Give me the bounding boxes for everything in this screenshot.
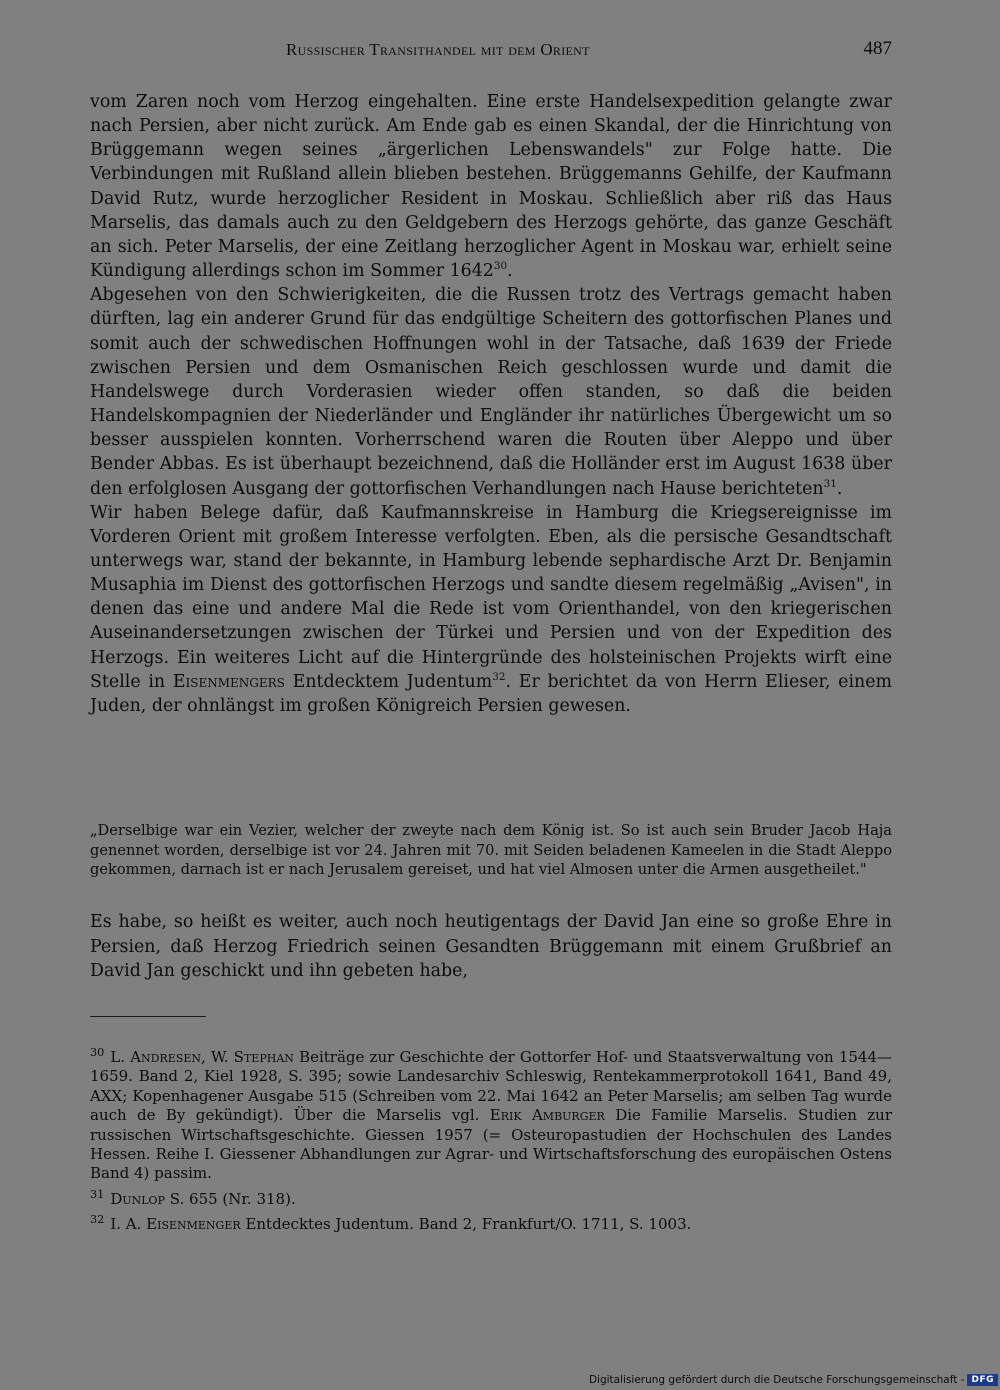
main-text-continued bbox=[90, 910, 892, 984]
paragraph-2-end: . bbox=[836, 478, 843, 499]
footnote-30 bbox=[90, 1048, 892, 1184]
funding-text: Digitalisierung gefördert durch die Deutsche Forschungsgemeinschaft - bbox=[588, 1374, 965, 1386]
footnotes bbox=[90, 1048, 892, 1241]
author-name-eisenmenger: Eisenmengers bbox=[172, 671, 285, 692]
block-quote bbox=[90, 821, 892, 880]
paragraph-1-text: vom Zaren noch vom Herzog eingehalten. Eine erste Handelsexpedition gelangte zwar nach Persien, aber nicht zurück. Am Ende gab es einen Skandal, der die Hinrichtung von Brüggemann wegen seines „ärgerlichen Lebenswandels" zur Folge hatte. Die Verbindungen mit Rußland allein blieben bestehen. Brüggemanns Gehilfe, der Kaufmann David Rutz, wurde herzoglicher Resident in Moskau. Schließlich aber riß das Haus Marselis, das damals auch zu den Geldgebern des Herzogs gehörte, das ganze Geschäft an sich. Peter Marselis, der eine Zeitlang herzoglicher Agent in Moskau war, erhielt seine Kündigung allerdings schon im Sommer 1642 bbox=[90, 92, 892, 282]
paragraph-4: Es habe, so heißt es weiter, auch noch heutigentags der David Jan eine so große Ehre in Persien, daß Herzog Friedrich seinen Gesandten Brüggemann mit einem Grußbrief an David Jan geschickt und ihn gebeten habe, bbox=[90, 912, 892, 981]
footnote-text: Beiträge zur Geschichte der Gottorfer Hof- und Staatsverwaltung von 1544—1659. Band 2, Kiel 1928, S. 395; sowie Landesarchiv Schleswig, Rentekammerprotokoll 1641, Band 49, AXX; Kopenhagener Ausgabe 515 (Schreiben vom 22. Mai 1642 an Peter Marselis; am selben Tag wurde auch de By gekündigt). Über die Marselis vgl. bbox=[90, 1048, 892, 1125]
footnote-31 bbox=[90, 1187, 892, 1209]
paragraph-3-text-c: . Er berichtet da von Herrn Elieser, einem Juden, der ohnlängst im großen Königreich Persien gewesen. bbox=[90, 671, 892, 716]
paragraph-3 bbox=[90, 501, 892, 718]
footnote-ref-32[interactable]: 32 bbox=[492, 670, 506, 683]
footnote-number: 30 bbox=[90, 1046, 105, 1059]
author-name: L. Andresen, W. Stephan bbox=[110, 1048, 294, 1066]
footnote-number: 31 bbox=[90, 1187, 105, 1201]
footnote-text: Die Familie Marselis. Studien zur russischen Wirtschaftsgeschichte. Giessen 1957 (= Osteuropastudien der Hochschulen des Landes Hessen. Reihe I. Giessener Abhandlungen zur Agrar- und Wirtschaftsforschung des europäischen Ostens Band 4) passim. bbox=[90, 1106, 892, 1183]
author-name: Dunlop bbox=[110, 1189, 165, 1208]
footnote-separator bbox=[90, 1016, 206, 1017]
dfg-logo-icon: DFG bbox=[967, 1374, 998, 1386]
paragraph-2-text: Abgesehen von den Schwierigkeiten, die die Russen trotz des Vertrags gemacht haben dürften, lag ein anderer Grund für das endgültige Scheitern des gottorfischen Planes und somit auch der schwedischen Hoffnungen wohl in der Tatsache, daß 1639 der Friede zwischen Persien und dem Osmanischen Reich geschlossen wurde und damit die Handelswege durch Vorderasien wieder offen standen, so daß die beiden Handelskompagnien der Niederländer und Engländer ihr natürliches Übergewicht um so besser ausspielen konnten. Vorherrschend waren die Routen über Aleppo und über Bender Abbas. Es ist überhaupt bezeichnend, daß die Holländer erst im August 1638 über den erfolglosen Ausgang der gottorfischen Verhandlungen nach Hause berichteten bbox=[90, 285, 892, 499]
block-quote-text: „Derselbige war ein Vezier, welcher der zweyte nach dem König ist. So ist auch sein Bruder Jacob Haja genennet worden, derselbige ist vor 24. Jahren mit 70. mit Seiden beladenen Kameelen in die Stadt Aleppo gekommen, darnach ist er nach Jerusalem gereiset, und hat viel Almosen unter die Armen ausgetheilet." bbox=[90, 822, 892, 878]
footnote-ref-30[interactable]: 30 bbox=[493, 260, 508, 273]
paragraph-1 bbox=[90, 90, 892, 283]
funding-notice bbox=[589, 1374, 998, 1386]
footnote-32 bbox=[90, 1215, 892, 1234]
author-name: I. A. Eisenmenger bbox=[110, 1215, 241, 1234]
main-text bbox=[90, 90, 892, 718]
paragraph-3-text-a: Wir haben Belege dafür, daß Kaufmannskreise in Hamburg die Kriegsereignisse im Vorderen Orient mit großem Interesse verfolgten. Eben, als die persische Gesandtschaft unterwegs war, stand der bekannte, in Hamburg lebende sephardische Arzt Dr. Benjamin Musaphia im Dienst des gottorfischen Herzogs und sandte diesem regelmäßig „Avisen", in denen das eine und andere Mal die Rede ist vom Orienthandel, von den kriegerischen Auseinandersetzungen zwischen der Türkei und Persien und von der Expedition des Herzogs. Ein weiteres Licht auf die Hintergründe des holsteinischen Projekts wirft eine Stelle in bbox=[90, 502, 892, 692]
paragraph-1-end: . bbox=[507, 261, 513, 282]
page-number: 487 bbox=[863, 38, 892, 59]
page-header bbox=[90, 40, 890, 64]
running-title: Russischer Transithandel mit dem Orient bbox=[286, 40, 590, 59]
paragraph-3-text-b: Entdecktem Judentum bbox=[284, 671, 493, 692]
footnote-text: Entdecktes Judentum. Band 2, Frankfurt/O. 1711, S. 1003. bbox=[240, 1215, 692, 1234]
paragraph-2 bbox=[90, 283, 892, 500]
footnote-number: 32 bbox=[90, 1213, 105, 1227]
footnote-text: S. 655 (Nr. 318). bbox=[164, 1189, 296, 1208]
footnote-ref-31[interactable]: 31 bbox=[823, 477, 837, 490]
author-name: Erik Amburger bbox=[489, 1106, 605, 1125]
